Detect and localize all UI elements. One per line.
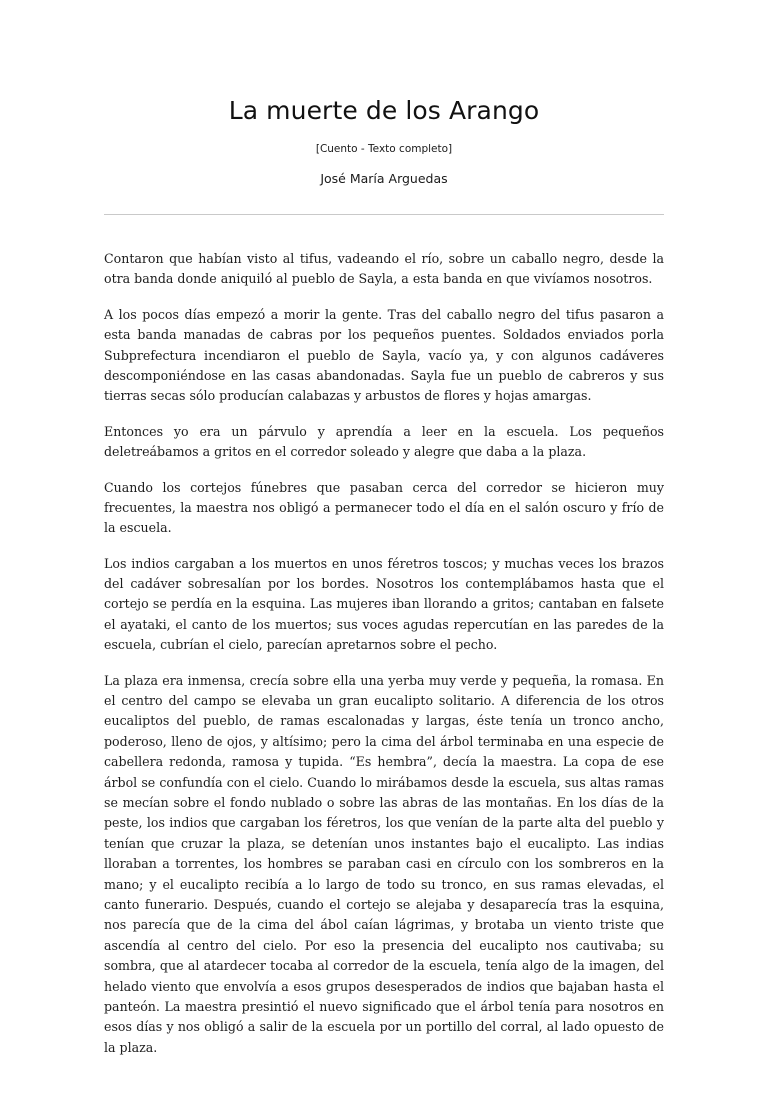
paragraph: Cuando los cortejos fúnebres que pasaban cerca del corredor se hicieron muy frecuentes, la maestra nos obligó a permanecer todo el día en el salón oscuro y frío de la escuela. [104, 479, 664, 536]
paragraph: Los indios cargaban a los muertos en unos féretros toscos; y muchas veces los brazos del cadáver sobresalían por los bordes. Nosotros los contemplábamos hasta que el cortejo se perdía en la esquina. Las mujeres iban llorando a gritos; cantaban en falsete el ayataki, el canto de los muertos; sus voces agudas repercutían en las paredes de la escuela, cubrían el cielo, parecían apretarnos sobre el pecho. [104, 555, 664, 653]
document-subtitle: [Cuento - Texto completo] [315, 143, 453, 155]
paragraph: A los pocos días empezó a morir la gente. Tras del caballo negro del tifus pasaron a esta banda manadas de cabras por los pequeños puentes. Soldados enviados porla Subprefectura incendiaron el pueblo de Sayla, vacío ya, y con algunos cadáveres descomponiéndose en las casas abandonadas. Sayla fue un pueblo de cabreros y sus tierras secas sólo producían calabazas y arbustos de flores y hojas amargas. [104, 306, 664, 404]
header-divider [104, 214, 664, 215]
document-body [104, 249, 664, 1058]
paragraph: Entonces yo era un párvulo y aprendía a leer en la escuela. Los pequeños deletreábamos a gritos en el corredor soleado y alegre que daba a la plaza. [104, 423, 664, 460]
paragraph: La plaza era inmensa, crecía sobre ella una yerba muy verde y pequeña, la romasa. En el centro del campo se elevaba un gran eucalipto solitario. A diferencia de los otros eucaliptos del pueblo, de ramas escalonadas y largas, éste tenía un tronco ancho, poderoso, lleno de ojos, y altísimo; pero la cima del árbol terminaba en una especie de cabellera redonda, ramosa y tupida. “Es hembra”, decía la maestra. La copa de ese árbol se confundía con el cielo. Cuando lo mirábamos desde la escuela, sus altas ramas se mecían sobre el fondo nublado o sobre las abras de las montañas. En los días de la peste, los indios que cargaban los féretros, los que venían de la parte alta del pueblo y tenían que cruzar la plaza, se detenían unos instantes bajo el eucalipto. Las indias lloraban a torrentes, los hombres se paraban casi en círculo con los sombreros en la mano; y el eucalipto recibía a lo largo de todo su tronco, en sus ramas elevadas, el canto funerario. Después, cuando el cortejo se alejaba y desaparecía tras la esquina, nos parecía que de la cima del ábol caían lágrimas, y brotaba un viento triste que ascendía al centro del cielo. Por eso la presencia del eucalipto nos cautivaba; su sombra, que al atardecer tocaba al corredor de la escuela, tenía algo de la imagen, del helado viento que envolvía a esos grupos desesperados de indios que bajaban hasta el panteón. La maestra presintió el nuevo significado que el árbol tenía para nosotros en esos días y nos obligó a salir de la escuela por un portillo del corral, al lado opuesto de la plaza. [104, 672, 664, 1055]
paragraph: Contaron que habían visto al tifus, vadeando el río, sobre un caballo negro, desde la otra banda donde aniquiló al pueblo de Sayla, a esta banda en que vivíamos nosotros. [104, 251, 664, 287]
document-author: José María Arguedas [320, 171, 448, 186]
page-title: La muerte de los Arango [228, 96, 540, 125]
